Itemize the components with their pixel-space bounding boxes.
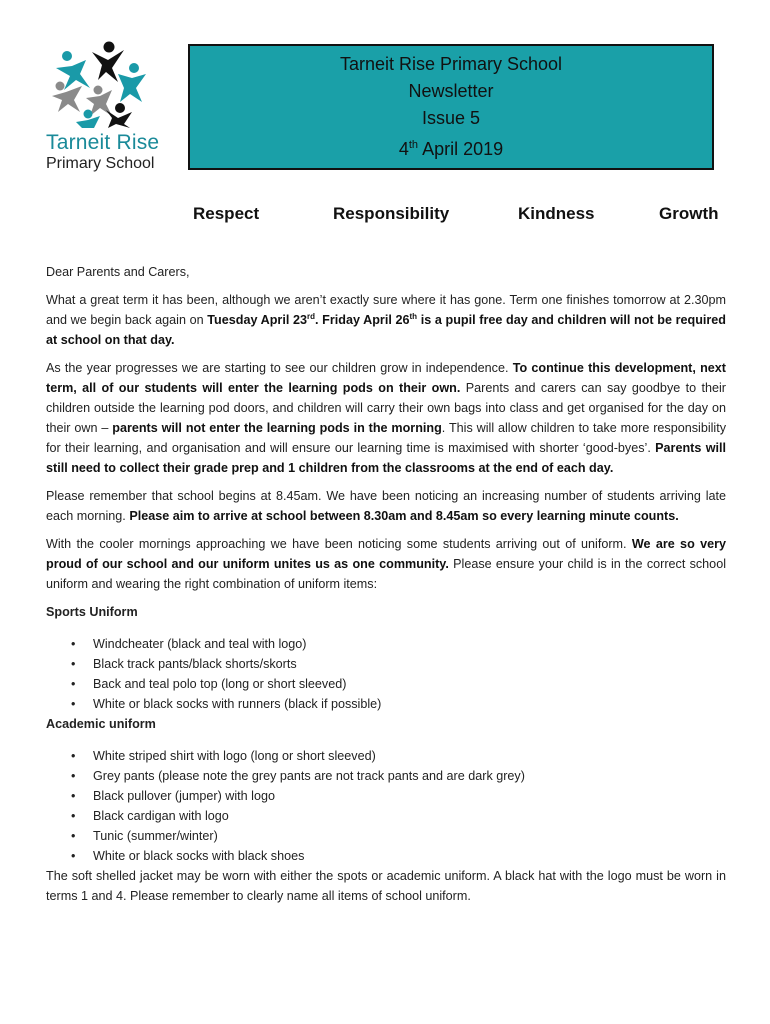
list-item: • Back and teal polo top (long or short sleeved) [46,674,726,694]
academic-uniform-list [46,746,726,866]
list-item: • White striped shirt with logo (long or short sleeved) [46,746,726,766]
title-issue: Issue 5 [421,108,481,128]
paragraph-uniform: With the cooler mornings approaching we have been noticing some students arriving out of uniform. We are so very proud of our school and our uniform unites us as one community. Please ensure your child is in the correct school uniform and wearing the right combination of uniform items: [46,537,726,591]
newsletter-body [46,262,726,914]
title-school-name: Tarneit Rise Primary School [339,54,563,74]
value-respect: Respect [193,204,260,223]
paragraph-closing: The soft shelled jacket may be worn with either the spots or academic uniform. A black hat with the logo must be worn in terms 1 and 4. Please remember to clearly name all items of school uniform. [46,869,726,903]
list-item: • Windcheater (black and teal with logo) [46,634,726,654]
value-kindness: Kindness [518,204,595,223]
list-item: • White or black socks with black shoes [46,846,726,866]
school-logo [44,38,174,173]
academic-uniform-heading: Academic uniform [46,717,156,731]
sports-uniform-heading: Sports Uniform [46,605,138,619]
logo-school-name: Tarneit Rise [46,131,160,154]
title-date: 4th April 2019 [398,139,504,159]
list-item: • Black track pants/black shorts/skorts [46,654,726,674]
list-item: • Black pullover (jumper) with logo [46,786,726,806]
paragraph-term-dates: What a great term it has been, although we aren’t exactly sure where it has gone. Term one finishes tomorrow at 2.30pm and we begin back again on Tuesday April 23rd. Friday April 26th is a pupil free day and children will not be required at school on that day. [46,293,726,347]
logo-school-subtitle: Primary School [46,155,155,172]
sports-uniform-list [46,634,726,714]
figures-logo-icon [52,38,148,128]
greeting: Dear Parents and Carers, [46,265,190,279]
value-responsibility: Responsibility [333,204,450,223]
paragraph-arrival-time: Please remember that school begins at 8.45am. We have been noticing an increasing number of students arriving late each morning. Please aim to arrive at school between 8.30am and 8.45am so every learning minute counts. [46,489,726,523]
newsletter-title-box [188,44,714,170]
list-item: • Tunic (summer/winter) [46,826,726,846]
paragraph-independence: As the year progresses we are starting to see our children grow in independence. To continue this development, next term, all of our students will enter the learning pods on their own. Parents and carers can say goodbye to their children outside the learning pod doors, and children will carry their own bags into class and get organised for the day on their own – parents will not enter the learning pods in the morning. This will allow children to take more responsibility for their learning, and organisation and will ensure our learning time is maximised with shorter ‘good-byes’. Parents will still need to collect their grade prep and 1 children from the classrooms at the end of each day. [46,361,727,475]
list-item: • White or black socks with runners (black if possible) [46,694,726,714]
list-item: • Grey pants (please note the grey pants are not track pants and are dark grey) [46,766,726,786]
list-item: • Black cardigan with logo [46,806,726,826]
value-growth: Growth [659,204,719,223]
title-newsletter: Newsletter [408,81,494,101]
school-values [0,204,770,228]
